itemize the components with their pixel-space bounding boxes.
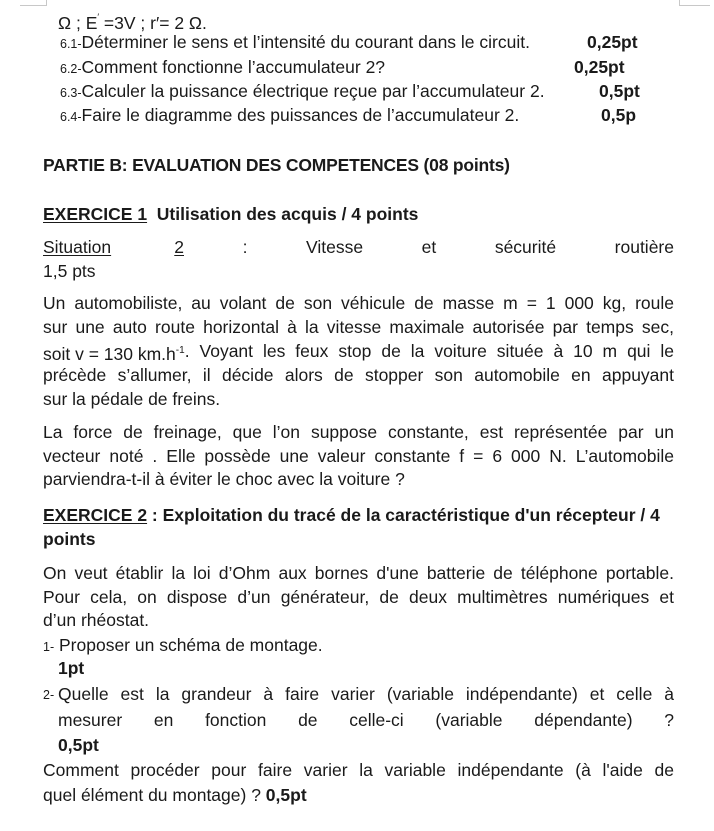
situation-word: et [421, 237, 437, 257]
situation-word: Situation [43, 237, 112, 257]
e-prime-mark: ′ [97, 12, 100, 22]
word: dépendante) [534, 710, 633, 730]
question-number: 2- [43, 688, 55, 702]
e-prime-value: =3V ; [99, 13, 146, 33]
word: de [298, 710, 318, 730]
exercice-1-heading [43, 203, 418, 225]
situation-word: Vitesse [306, 237, 364, 257]
question-number: 6.4- [60, 110, 82, 124]
question-number: 6.3- [60, 86, 82, 100]
question-text: Proposer un schéma de montage. [59, 635, 323, 655]
crop-mark-top-right [679, 0, 710, 6]
exercice-2-title: : Exploitation du tracé de la caractéristique d'un récepteur / 4 [147, 505, 660, 525]
paragraph-line: On veut établir la loi d’Ohm aux bornes d'une batterie de téléphone portable. [43, 563, 674, 583]
exercice-2-label: EXERCICE 2 [43, 505, 148, 525]
word: ? [664, 710, 674, 730]
paragraph-line [43, 340, 674, 362]
situation-word: routière [614, 237, 674, 257]
exercice-1-label: EXERCICE 1 [43, 204, 148, 224]
section-title-partie-b: PARTIE B: EVALUATION DES COMPETENCES (08 points) [43, 155, 510, 175]
question-points: 0,25pt [574, 57, 625, 77]
question-text: quel élément du montage) ? [43, 785, 266, 805]
word: fonction [205, 710, 267, 730]
question-points: 1pt [58, 658, 85, 678]
question-text: Déterminer le sens et l’intensité du courant dans le circuit. [81, 32, 530, 52]
exercice-1-title: Utilisation des acquis / 4 points [156, 204, 419, 224]
e-prime-label: E [85, 13, 98, 33]
word: mesurer [58, 710, 123, 730]
exercice-2-heading-cont: points [43, 529, 96, 549]
paragraph-line-rest: . Voyant les feux stop de la voiture située à 10 m qui le [184, 341, 674, 361]
question-text: Faire le diagramme des puissances de l’accumulateur 2. [81, 105, 520, 125]
question-text: Comment fonctionne l’accumulateur 2? [81, 57, 386, 77]
crop-mark-top-left [20, 0, 47, 6]
question-number: 6.1- [60, 37, 82, 51]
question-text: Comment procéder pour faire varier la variable indépendante (à l'aide de [43, 760, 674, 780]
situation-points: 1,5 pts [43, 261, 96, 281]
question-6-3 [60, 80, 545, 102]
paragraph-line: sur la pédale de freins. [43, 389, 221, 409]
speed-value: soit v = 130 km.h [43, 344, 176, 364]
question-text: Calculer la puissance électrique reçue par l’accumulateur 2. [81, 81, 545, 101]
paragraph-line: sur une auto route horizontal à la vitesse maximale autorisée par temps sec, [43, 317, 674, 337]
exercice-2-heading [43, 504, 674, 526]
question-points: 0,5pt [599, 81, 640, 101]
question-number: 1- [43, 640, 55, 654]
question-text: Quelle est la grandeur à faire varier (variable indépendante) et celle à [58, 684, 674, 704]
question-text-cont [43, 784, 307, 806]
situation-colon: : [242, 237, 248, 257]
paragraph-line: Un automobiliste, au volant de son véhicule de masse m = 1 000 kg, roule [43, 293, 674, 313]
speed-text [43, 340, 185, 362]
paragraph-line: d’un rhéostat. [43, 610, 150, 630]
question-1 [43, 634, 323, 656]
word: (variable [435, 710, 503, 730]
situation-number: 2 [174, 237, 184, 257]
r-prime-value: r′= 2 Ω. [145, 13, 207, 33]
question-points: 0,5pt [265, 785, 307, 805]
question-points: 0,5pt [58, 735, 99, 755]
word: celle-ci [349, 710, 404, 730]
question-6-2 [60, 56, 385, 78]
question-text [58, 709, 674, 731]
word: en [153, 710, 174, 730]
omega-text: Ω ; [58, 13, 81, 33]
paragraph-line: vecteur noté . Elle possède une valeur constante f = 6 000 N. L’automobile [43, 446, 674, 466]
paragraph-line: parviendra-t-il à éviter le choc avec la voiture ? [43, 469, 405, 489]
question-6-1 [60, 31, 530, 53]
speed-exponent: -1 [175, 345, 185, 356]
question-6-4 [60, 104, 519, 126]
question-number: 6.2- [60, 62, 82, 76]
paragraph-line: précède s’allumer, il décide alors de stopper son automobile en appuyant [43, 365, 674, 385]
situation-line [43, 236, 674, 258]
paragraph-line: La force de freinage, que l’on suppose constante, est représentée par un [43, 422, 674, 442]
situation-label [43, 236, 184, 258]
circuit-values-line [58, 6, 207, 33]
question-points: 0,5p [601, 105, 637, 125]
situation-word: sécurité [494, 237, 557, 257]
question-points: 0,25pt [587, 32, 638, 52]
paragraph-line: Pour cela, on dispose d’un générateur, de deux multimètres numériques et [43, 587, 674, 607]
